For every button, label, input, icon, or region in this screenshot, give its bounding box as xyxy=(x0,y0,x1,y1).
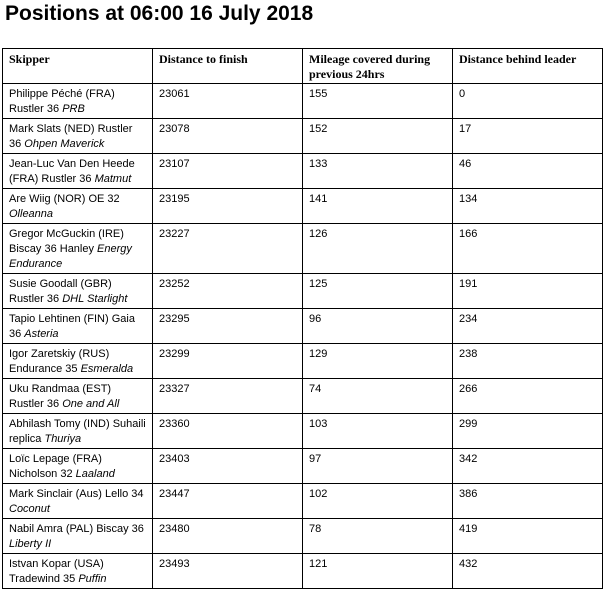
header-row xyxy=(3,49,603,84)
boat-name: PRB xyxy=(62,103,85,115)
boat-name: Thuriya xyxy=(44,433,82,445)
distance-cell: 23299 xyxy=(153,344,303,379)
distance-cell: 23360 xyxy=(153,414,303,449)
positions-table xyxy=(2,48,603,589)
behind-cell: 46 xyxy=(453,154,603,189)
header-skipper: Skipper xyxy=(3,49,153,84)
behind-cell: 266 xyxy=(453,379,603,414)
boat-name: One and All xyxy=(62,398,120,410)
header-distance-to-finish: Distance to finish xyxy=(153,49,303,84)
boat-name: Coconut xyxy=(9,503,50,515)
skipper-cell: Are Wiig (NOR) OE 32 Olleanna xyxy=(3,189,153,224)
skipper-cell: Gregor McGuckin (IRE) Biscay 36 Hanley Energy Endurance xyxy=(3,224,153,274)
distance-cell: 23252 xyxy=(153,274,303,309)
boat-name: Asteria xyxy=(24,328,59,340)
mileage-cell: 152 xyxy=(303,119,453,154)
skipper-cell: Mark Sinclair (Aus) Lello 34 Coconut xyxy=(3,484,153,519)
table-row xyxy=(3,519,603,554)
behind-cell: 342 xyxy=(453,449,603,484)
mileage-cell: 126 xyxy=(303,224,453,274)
table-row xyxy=(3,554,603,589)
mileage-cell: 78 xyxy=(303,519,453,554)
skipper-cell: Uku Randmaa (EST) Rustler 36 One and All xyxy=(3,379,153,414)
boat-name: Matmut xyxy=(94,173,132,185)
table-row xyxy=(3,449,603,484)
mileage-cell: 133 xyxy=(303,154,453,189)
behind-cell: 166 xyxy=(453,224,603,274)
table-row xyxy=(3,379,603,414)
skipper-cell: Loïc Lepage (FRA) Nicholson 32 Laaland xyxy=(3,449,153,484)
behind-cell: 299 xyxy=(453,414,603,449)
table-row xyxy=(3,484,603,519)
boat-name: Ohpen Maverick xyxy=(24,138,105,150)
behind-cell: 432 xyxy=(453,554,603,589)
boat-name: DHL Starlight xyxy=(62,293,128,305)
behind-cell: 234 xyxy=(453,309,603,344)
distance-cell: 23078 xyxy=(153,119,303,154)
skipper-cell: Istvan Kopar (USA) Tradewind 35 Puffin xyxy=(3,554,153,589)
header-mileage: Mileage covered during previous 24hrs xyxy=(303,49,453,84)
mileage-cell: 125 xyxy=(303,274,453,309)
table-row xyxy=(3,224,603,274)
table-row xyxy=(3,84,603,119)
skipper-cell: Susie Goodall (GBR) Rustler 36 DHL Starlight xyxy=(3,274,153,309)
table-row xyxy=(3,414,603,449)
distance-cell: 23107 xyxy=(153,154,303,189)
boat-name: Esmeralda xyxy=(80,363,134,375)
skipper-cell: Mark Slats (NED) Rustler 36 Ohpen Maverick xyxy=(3,119,153,154)
table-row xyxy=(3,119,603,154)
mileage-cell: 97 xyxy=(303,449,453,484)
mileage-cell: 155 xyxy=(303,84,453,119)
behind-cell: 386 xyxy=(453,484,603,519)
distance-cell: 23295 xyxy=(153,309,303,344)
boat-name: Energy Endurance xyxy=(9,243,132,270)
distance-cell: 23447 xyxy=(153,484,303,519)
skipper-cell: Tapio Lehtinen (FIN) Gaia 36 Asteria xyxy=(3,309,153,344)
mileage-cell: 102 xyxy=(303,484,453,519)
behind-cell: 238 xyxy=(453,344,603,379)
skipper-cell: Nabil Amra (PAL) Biscay 36 Liberty II xyxy=(3,519,153,554)
behind-cell: 134 xyxy=(453,189,603,224)
distance-cell: 23493 xyxy=(153,554,303,589)
table-row xyxy=(3,189,603,224)
header-distance-behind: Distance behind leader xyxy=(453,49,603,84)
table-body xyxy=(3,84,603,589)
mileage-cell: 74 xyxy=(303,379,453,414)
distance-cell: 23227 xyxy=(153,224,303,274)
distance-cell: 23327 xyxy=(153,379,303,414)
mileage-cell: 141 xyxy=(303,189,453,224)
boat-name: Olleanna xyxy=(9,208,54,220)
table-row xyxy=(3,154,603,189)
boat-name: Liberty II xyxy=(9,538,52,550)
mileage-cell: 129 xyxy=(303,344,453,379)
table-row xyxy=(3,274,603,309)
distance-cell: 23195 xyxy=(153,189,303,224)
skipper-cell: Abhilash Tomy (IND) Suhaili replica Thuriya xyxy=(3,414,153,449)
mileage-cell: 103 xyxy=(303,414,453,449)
behind-cell: 191 xyxy=(453,274,603,309)
table-row xyxy=(3,309,603,344)
mileage-cell: 96 xyxy=(303,309,453,344)
boat-name: Laaland xyxy=(75,468,115,480)
skipper-cell: Igor Zaretskiy (RUS) Endurance 35 Esmeralda xyxy=(3,344,153,379)
distance-cell: 23061 xyxy=(153,84,303,119)
behind-cell: 0 xyxy=(453,84,603,119)
boat-name: Puffin xyxy=(78,573,107,585)
page-title: Positions at 06:00 16 July 2018 xyxy=(5,2,314,25)
skipper-cell: Philippe Péché (FRA) Rustler 36 PRB xyxy=(3,84,153,119)
behind-cell: 419 xyxy=(453,519,603,554)
mileage-cell: 121 xyxy=(303,554,453,589)
table-row xyxy=(3,344,603,379)
distance-cell: 23480 xyxy=(153,519,303,554)
skipper-cell: Jean-Luc Van Den Heede (FRA) Rustler 36 Matmut xyxy=(3,154,153,189)
behind-cell: 17 xyxy=(453,119,603,154)
distance-cell: 23403 xyxy=(153,449,303,484)
